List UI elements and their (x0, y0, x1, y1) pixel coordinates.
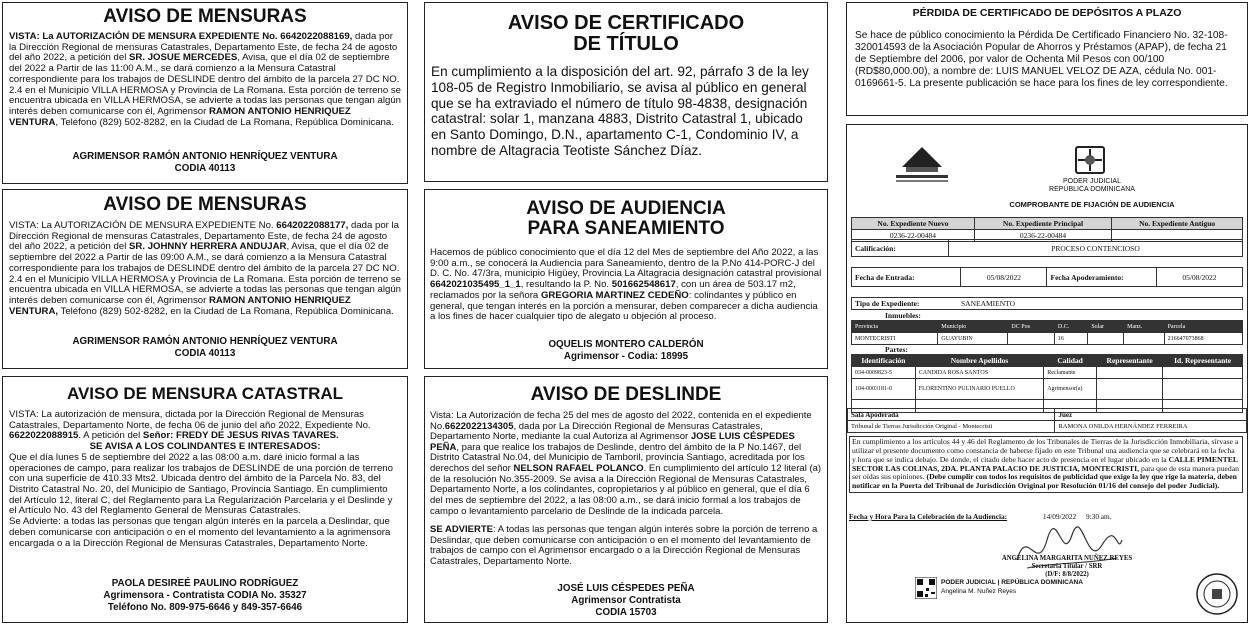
signature-name: PAOLA DESIREÉ PAULINO RODRÍGUEZ (111, 578, 299, 589)
inm-header: Manz. (1124, 321, 1164, 333)
partes-header: Representante (1097, 355, 1163, 367)
signature-codia: CODIA 15703 (595, 606, 657, 618)
partes-header: Id. Representante (1163, 355, 1243, 367)
signature-name: AGRIMENSOR RAMÓN ANTONIO HENRÍQUEZ VENTURA (72, 336, 338, 347)
table-row (852, 367, 1243, 379)
agrimensor-name: RAMON ANTONIO HENRIQUEZ VENTURA (9, 106, 351, 128)
header-principal: No. Expediente Principal (974, 218, 1111, 230)
juez-label: Juez (1055, 409, 1247, 421)
signature-phone: Teléfono No. 809-975-6646 y 849-357-6646 (107, 601, 303, 613)
body-text: Que el día lunes 5 de septiembre del 2022 a las 08:00 a.m. daré inicio formal a las operaciones de campo, para realizar los trabajos de DESLINDE de una porción de terreno con una superficie de 410.33 Mts2. Ubicada dentro del ámbito de la Parcela No. 83, del Distrito Catastral No. 20, del Municipio de Santiago, Provincia Santiago. En cumplimiento del Artículo 12, literal C, del Reglamento para La Regularización Parcelaria y el Deslinde y el Artículo No. 43 del Reglamento General de Mensuras Catastrales. (9, 451, 393, 517)
aviso-title: AVISO DE MENSURA CATASTRAL (66, 384, 344, 403)
body-text: Hacemos de público conocimiento que el día 12 del Mes de septiembre del Año 2022, a las 9:00 a.m., se conocerá la Audiencia para Saneamiento, dentro de la P.No 414-PORC-J del D. C. No. 47/3ra, municipio Higüey, Provincia La Altagracia designación catastral provisional (430, 246, 822, 280)
calificacion-wrap (851, 239, 1243, 257)
legal-text-part: para que de esta manera puedan ser oídas sus opiniones. (852, 463, 1239, 482)
fecha-apoderamiento-label: Fecha Apoderamiento: (1047, 268, 1156, 287)
partes-cell (1097, 367, 1163, 379)
calificacion-label: Calificación: (852, 240, 949, 257)
signature-codia: Agrimensora - Contratista CODIA No. 35327 (103, 589, 307, 601)
aviso-body (425, 239, 827, 323)
expediente-principal-value: 0236-22-00484 (974, 230, 1111, 242)
aviso-body: En cumplimiento a la disposición del art. 92, párrafo 3 de la ley 108-05 de Registro Inmobiliario, se avisa al público en general que se ha extraviado el número de título 98-4838, designación catastral: solar 1, manzana 4883, Distrito Catastral 1, ubicado en Santo Domingo, D.N., apartamento C-1, Condominio IV, a nombre de Altagracia Teotiste Sánchez Díaz. (431, 64, 809, 158)
partes-header: Nombre Apellidos (915, 355, 1043, 367)
aviso-title-line1: AVISO DE CERTIFICADO (507, 12, 745, 34)
agrimensor-name: RAMON ANTONIO HENRIQUEZ VENTURA, (9, 295, 351, 317)
aviso-mensuras-1 (2, 2, 408, 184)
body-text: . A petición del (78, 430, 141, 442)
sala-wrap (847, 408, 1247, 433)
partes-cell (1163, 367, 1243, 379)
header-nuevo: No. Expediente Nuevo (852, 218, 975, 230)
table-row (852, 379, 1243, 400)
aviso-body (3, 215, 407, 318)
inm-header: Municipio (938, 321, 1008, 333)
aviso-title: AVISO DE DESLINDE (530, 384, 722, 405)
fecha-entrada-value: 05/08/2022 (961, 268, 1047, 287)
legal-text (849, 436, 1243, 493)
partes-cell: Reclamante (1044, 367, 1097, 379)
body-text: : A todas las personas que tengan algún interés sobre la porción de terreno a Deslindar, que deben comunicarse con anticipación o en el momento del levantamiento de trabajos de campo con el Agrimensor encargado o a la Dirección Regional de Mensuras Catastrales, Departamento Norte. (430, 524, 818, 568)
signature-name: JOSÉ LUIS CÉSPEDES PEÑA (557, 583, 695, 594)
aviso-certificado-titulo (424, 2, 828, 182)
aviso-title: AVISO DE MENSURAS (103, 6, 307, 27)
signature-name: OQUELIS MONTERO CALDERÓN (548, 339, 704, 350)
fechas-wrap (851, 267, 1243, 287)
comprobante-title: COMPROBANTE DE FIJACIÓN DE AUDIENCIA (1009, 200, 1175, 209)
tipo-value: SANEAMIENTO (958, 298, 1243, 310)
sala-label: Sala Apoderada (848, 409, 1055, 421)
tipo-table (851, 297, 1243, 310)
inm-cell: MONTECRISTI (852, 333, 938, 345)
sala-table (847, 408, 1247, 433)
partes-header: Identificación (852, 355, 916, 367)
fecha-audiencia-value: 14/09/2022 (1042, 512, 1077, 521)
petitioner-name: SR. JOSUE MERCEDES (129, 52, 238, 64)
signature-block (3, 151, 407, 175)
aviso-deslinde (424, 376, 828, 623)
footer-signer: Angelina M. Nuñez Reyes (941, 588, 1017, 595)
subheading: SE AVISA A LOS COLINDANTES E INTERESADOS: (89, 441, 321, 453)
owner-name: NELSON RAFAEL POLANCO (513, 463, 644, 475)
body-text: Se Advierte: a todas las personas que tengan algún interés en la parcela a Deslindar, que deben comunicarse con anticipación o en el momento del levantamiento a la agrimensora encargada o a la Dirección Regional de Mensuras Catastrales, Departamento Norte. (9, 516, 391, 549)
tipo-label: Tipo de Expediente: (852, 298, 959, 310)
petitioner-name: Señor: FREDY DE JESUS RIVAS TAVARES. (142, 430, 339, 442)
inmuebles-wrap (851, 320, 1243, 345)
expediente-number: 6622022088915 (9, 430, 79, 442)
legal-requirements: (Debe cumplir con todos los requisitos de publicidad que exige la ley que rige la materia, deben notificar en la Puerta del Tribunal de Jurisdicción Original por Resolución 01/16 del consejo del poder Judicial). (852, 472, 1237, 491)
aviso-title: AVISO DE MENSURAS (103, 194, 307, 215)
inm-header: D.C. (1054, 321, 1087, 333)
legal-address: CALLE PIMENTEL SECTOR LAS COLINAS, 2DA. PLANTA PALACIO DE JUSTICIA, MONTECRISTI, (852, 454, 1238, 473)
fechas-table (851, 267, 1243, 287)
partes-cell (1163, 379, 1243, 400)
aviso-mensura-catastral (2, 376, 408, 623)
agrimensor-name: JOSE LUIS CÉSPEDES PEÑA (430, 431, 795, 453)
inm-cell (1124, 333, 1164, 345)
petitioner-name: SR. JOHNNY HERRERA ANDUJAR (129, 241, 287, 253)
expediente-number: 6642022088177, (276, 219, 349, 231)
partes-table (851, 354, 1243, 413)
legal-text-part: En cumplimiento a los artículos 44 y 46 del Reglamento de los Tribunales de Tierras de la Jurisdicción Inmobiliaria, sírvase a utilizar el presente documento como constancia de haberse fijado en este Tribunal una audiencia que se celebrará en la fecha y hora que se indica debajo. De donde, el citado debe hacer acto de presencia en el lugar ubicado en la (852, 437, 1239, 464)
poder-judicial-seal-icon (1073, 145, 1107, 177)
inmuebles-label: Inmuebles: (885, 311, 921, 320)
partes-header: Calidad (1044, 355, 1097, 367)
org-country: REPÚBLICA DOMINICANA (1049, 186, 1135, 193)
signature-title: Agrimensor Contratista (571, 594, 681, 606)
signature-block (3, 578, 407, 613)
aviso-audiencia-saneamiento (424, 189, 828, 369)
fecha-audiencia-label: Fecha y Hora Para la Celebración de la Audiencia: (849, 512, 1008, 521)
inm-cell (1088, 333, 1124, 345)
signature-codia: CODIA 40113 (174, 347, 236, 359)
aviso-title-line2: PARA SANEAMIENTO (527, 217, 725, 239)
body-text: , con un área de 503.17 m2, reclamados por la señora (430, 279, 796, 301)
partes-cell (1097, 379, 1163, 400)
signature-block (425, 339, 827, 363)
qr-code-icon (915, 577, 937, 599)
signer-date: (D/F: 8/8/2022) (1045, 571, 1089, 579)
body-text: : colindantes y público en general, que tengan interés en la porción a mensurar, deben comparecer a dicha audiencia a los fines de hacer cualquier tipo de alegato u objeción al proceso. (430, 289, 818, 323)
org-name: PODER JUDICIAL (1063, 178, 1121, 185)
jurisdiccion-inmobiliaria-logo (892, 145, 952, 185)
signer-title: Secretaria Titular / SRR (1031, 563, 1103, 571)
expediente-number: 6622022134305 (444, 420, 514, 432)
aviso-title: PÉRDIDA DE CERTIFICADO DE DEPÓSITOS A PLAZO (912, 7, 1182, 19)
aviso-mensuras-2 (2, 189, 408, 369)
partes-cell: Agrimensor(a) (1044, 379, 1097, 400)
parcela-number: 501662548617 (611, 279, 676, 291)
tribunal-stamp-seal-icon (1195, 572, 1239, 616)
inmuebles-table (851, 320, 1243, 345)
partes-cell: FLORENTINO PULINARIO PUELLO (915, 379, 1043, 400)
aviso-title-line1: AVISO DE AUDIENCIA (526, 198, 726, 219)
inm-header: Solar (1088, 321, 1124, 333)
signature-codia: CODIA 40113 (174, 162, 236, 174)
aviso-body (3, 403, 407, 550)
body-text: Teléfono (829) 502-8282, en la Ciudad de La Romana, República Dominicana. (60, 305, 394, 317)
inm-cell: GUAYUBIN (938, 333, 1008, 345)
body-text: , resultando la P. No. (520, 279, 610, 291)
body-text: , Avisa, que el día 02 de septiembre del 2022 a Partir de las 09:00 A.M., se dará comienzo a la Mensura Catastral correspondiente para los trabajos de DESLINDE dentro del ámbito de la parcela 27 DC NO. 2.4 en el Municipio VILLA HERMOSA y Provincia de La Romana. Esta porción de terreno se encuentra ubicada en VILLA HERMOSA, se advierte a todas las personas que tengan algún interés deben comunicarse con él, Agrimensor (9, 241, 401, 307)
expediente-nuevo-value: 0236-22-00484 (852, 230, 975, 242)
fecha-apoderamiento-value: 05/08/2022 (1156, 268, 1242, 287)
body-text: , dada por La Dirección Regional de Mensuras Catastrales, Departamento Norte, mediante la cual Autoriza al Agrimensor (430, 420, 763, 443)
footer-org: PODER JUDICIAL | REPÚBLICA DOMINICANA (941, 579, 1083, 586)
signature-block (3, 336, 407, 360)
body-text: VISTA: La AUTORIZACIÓN DE MENSURA EXPEDIENTE No. (9, 219, 274, 231)
expediente-text: VISTA: La AUTORIZACIÓN DE MENSURA EXPEDIENTE No. 6642022088169, (9, 30, 353, 42)
juez-value: RAMONA ONILDA HERNÁNDEZ FERREIRA (1055, 421, 1247, 433)
body-text: , para que realice los trabajos de Deslinde, dentro del ámbito de la P No.1467, del Distrito Catastral No.04, del Municipio de Tamboril, provincia Santiago, acreditada por los derechos del señor (430, 441, 805, 475)
reclamante-name: GREGORIA MARTINEZ CEDEÑO (540, 289, 689, 301)
inm-header: Parcela (1164, 321, 1242, 333)
calificacion-value: PROCESO CONTENCIOSO (949, 240, 1243, 257)
calificacion-table (851, 239, 1243, 257)
signature-codia: Agrimensor - Codia: 18995 (563, 350, 689, 362)
inm-cell: 16 (1054, 333, 1087, 345)
body-text: Vista: La Autorización de fecha 25 del mes de agosto del 2022, contenida en el expediente No. (430, 409, 812, 432)
body-text: , Avisa, que el día 02 de septiembre del 2022 a Partir de las 11:00 A.M., se dará comienzo a la Mensura Catastral correspondiente para los trabajos de DESLINDE dentro del ámbito de la parcela 27 DC NO. 2.4 en el Municipio VILLA HERMOSA y Provincia de La Romana. Esta porción de terreno se encuentra ubicada en VILLA HERMOSA, se advierte a todas las personas que tengan algún interés deben comunicarse con él, Agrimensor (9, 52, 401, 118)
header-antiguo: No. Expediente Antiguo (1112, 218, 1243, 230)
aviso-title-line2: DE TÍTULO (573, 33, 679, 55)
aviso-perdida-certificado (846, 2, 1248, 116)
aviso-body (425, 405, 827, 568)
aviso-body (3, 27, 407, 129)
inm-cell (1008, 333, 1055, 345)
body-text: VISTA: La autorización de mensura, dictada por la Dirección Regional de Mensuras Catastrales, Departamento Norte, de fecha 06 de junio del año 2022, Expediente No. (9, 408, 371, 431)
signer-block (967, 555, 1167, 579)
advertencia-label: SE ADVIERTE (430, 524, 493, 536)
partes-cell: 034-0009823-5 (852, 367, 916, 379)
inm-header: DC Pos (1008, 321, 1055, 333)
body-text: . En cumplimiento del artículo 12 literal (a) de la resolución No.355-2009. Se avisa a la Dirección Regional de Mensuras Catastrales, Departamento Norte, a los colindantes, copropietarios y al público en general, que el día 6 del mes de septiembre del 2022, a las 08:00 a.m., se dará inicio formal a los trabajos de campo o levantamiento parcelario de Deslinde de la indicada parcela. (430, 463, 822, 517)
body-text: dada por la Dirección Regional de mensuras Catastrales, Departamento Este, de fecha 24 de agosto del año 2022, a petición del (9, 219, 399, 253)
body-text: , Teléfono (829) 502-8282, en la Ciudad de La Romana, República Dominicana. (55, 116, 394, 128)
inm-header: Provincia (852, 321, 938, 333)
hora-audiencia-value: 9:30 am. (1086, 512, 1112, 521)
sala-value: Tribunal de Tierras Jurisdicción Original - Montecristi (848, 421, 1055, 433)
signer-name: ANGELINA MARGARITA NUÑEZ REYES (1001, 555, 1133, 562)
partes-label: Partes: (885, 345, 908, 354)
body-text: dada por la Dirección Regional de mensuras Catastrales, Departamento Este, de fecha 24 de agosto del año 2022, a petición del (9, 30, 398, 64)
signature-block (425, 583, 827, 618)
signature-name: AGRIMENSOR RAMÓN ANTONIO HENRÍQUEZ VENTURA (72, 151, 338, 162)
comprobante-fijacion-audiencia (846, 124, 1248, 623)
partes-wrap (851, 354, 1243, 413)
fecha-entrada-label: Fecha de Entrada: (852, 268, 961, 287)
partes-cell: CANDIDA ROSA SANTOS (915, 367, 1043, 379)
inm-cell: 216647073868 (1164, 333, 1242, 345)
tipo-wrap (851, 297, 1243, 310)
partes-cell: 104-0003181-0 (852, 379, 916, 400)
aviso-body: Se hace de público conocimiento la Pérdida De Certificado Financiero No. 32-108-320014593 de la Asociación Popular de Ahorros y Préstamos (APAP), de fecha 21 de Septiembre del 2006, por valor de Ochenta Mil Pesos con 00/100 (RD$80,000.00), a nombre de: LUIS MANUEL VELOZ DE AZA, cédula No. 001-0169661-5. La presente publicación se hace para los fines de ley correspondiente. (855, 30, 1228, 90)
designacion-catastral: 6642021035495_1_1 (430, 279, 521, 291)
